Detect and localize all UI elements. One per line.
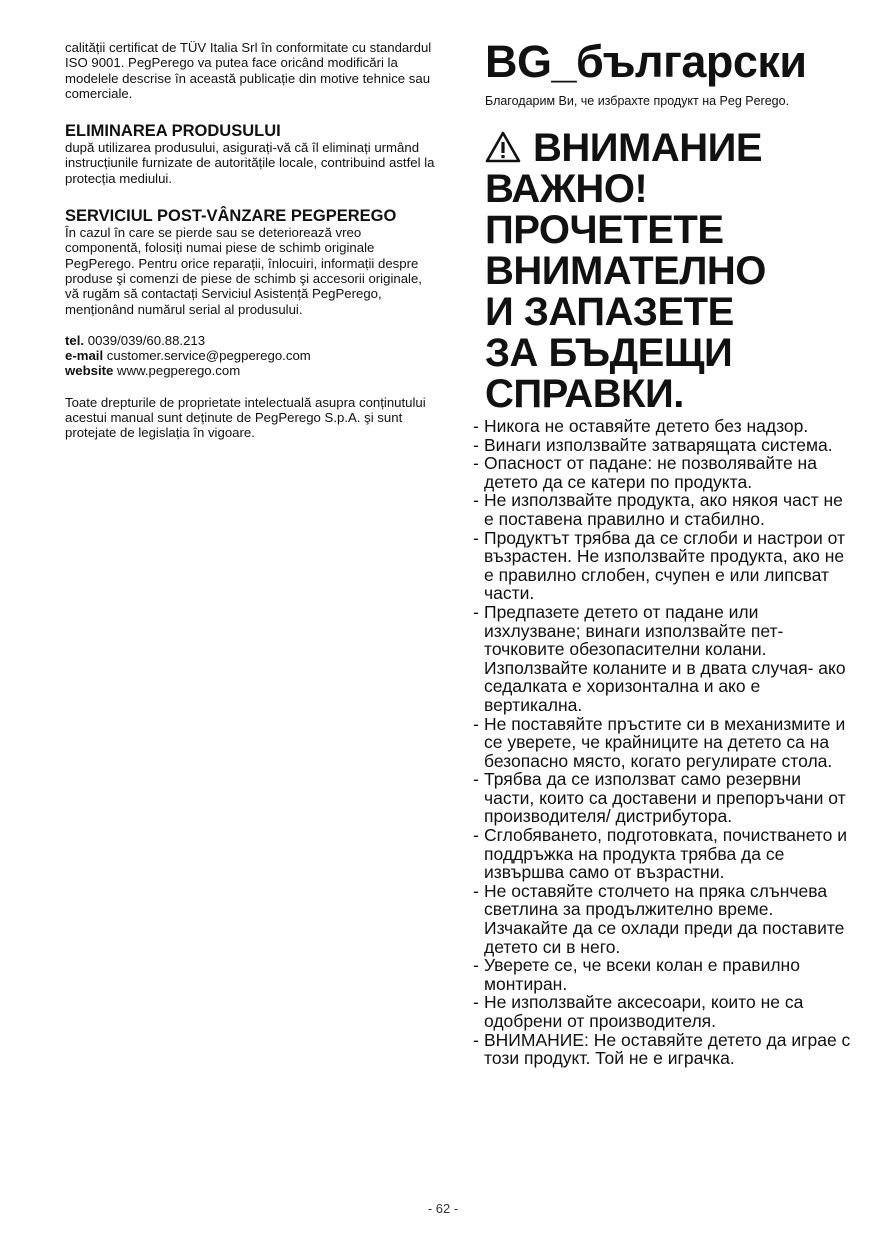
warning-line-1 <box>485 128 855 169</box>
safety-rule: - ВНИМАНИЕ: Не оставяйте детето да играе с този продукт. Той не е играчка. <box>472 1031 855 1068</box>
thanks-text: Благодарим Ви, че избрахте продукт на Peg Perego. <box>485 94 790 108</box>
safety-rule: - Не използвайте аксесоари, които не са одобрени от производителя. <box>472 993 855 1030</box>
left-column <box>65 40 437 441</box>
safety-rule: - Уверете се, че всеки колан е правилно монтиран. <box>472 956 855 993</box>
intro-paragraph: calității certificat de TÜV Italia Srl în conformitate cu standardul ISO 9001. PegPerego va putea face oricând modificări la modelele descrise în această publicație din motive tehnice sau comerciale. <box>65 40 432 101</box>
safety-rule: - Никога не оставяйте детето без надзор. <box>472 417 855 436</box>
warning-line-6: ЗА БЪДЕЩИ <box>485 331 733 375</box>
warning-line-text: ВНИМАНИЕ <box>533 126 763 170</box>
safety-rule: - Винаги използвайте затварящата система. <box>472 436 855 455</box>
warning-triangle-icon <box>485 131 521 163</box>
safety-rule: - Трябва да се използват само резервни части, които са доставени и препоръчани от производителя/ дистрибутора. <box>472 770 855 826</box>
safety-rule: - Сглобяването, подготовката, почистването и поддръжка на продукта трябва да се извършва само от възрастни. <box>472 826 855 882</box>
warning-line-7: СПРАВКИ. <box>485 372 684 416</box>
warning-heading <box>485 128 855 415</box>
disposal-heading: ELIMINAREA PRODUSULUI <box>65 122 281 141</box>
safety-rules-list <box>472 417 855 1068</box>
page-number: - 62 - <box>427 1201 459 1216</box>
warning-line-3: ПРОЧЕТЕТЕ <box>485 208 724 252</box>
safety-rule: - Не използвайте продукта, ако някоя част не е поставена правилно и стабилно. <box>472 491 855 528</box>
safety-rule: - Продуктът трябва да се сглоби и настрои от възрастен. Не използвайте продукта, ако не е правилно сглобен, счупен е или липсват части. <box>472 529 855 603</box>
service-heading: SERVICIUL POST-VÂNZARE PEGPEREGO <box>65 207 397 226</box>
contact-website <box>65 363 437 378</box>
language-title: BG_български <box>485 36 807 87</box>
safety-rule: - Предпазете детето от падане или изхлузване; винаги използвайте пет-точковите обезопасителни колани. Използвайте коланите и в двата случая- ако седалката е хоризонтална и ако е вертикална. <box>472 603 855 715</box>
website-value: www.pegperego.com <box>117 363 241 379</box>
service-text: În cazul în care se pierde sau se deteriorează vreo componentă, folosiți numai piese de schimb originale PegPerego. Pentru orice reparații, înlocuiri, informații despre produse şi comenzi de piese de schimb şi accesorii originale, vă rugăm să contactați Serviciul Asistență PegPerego, menționând numărul serial al produsului. <box>65 225 422 317</box>
email-value: customer.service@pegperego.com <box>106 348 311 364</box>
safety-rule: - Не оставяйте столчето на пряка слънчева светлина за продължително време. Изчакайте да се охлади преди да поставите детето си в него. <box>472 882 855 956</box>
warning-line-4: ВНИМАТЕЛНО <box>485 249 766 293</box>
right-column <box>485 36 855 1068</box>
warning-line-5: И ЗАПАЗЕТЕ <box>485 290 734 334</box>
website-label: website <box>65 363 114 379</box>
disposal-text: după utilizarea produsului, asigurați-vă că îl eliminați urmând instrucțiunile furnizate de autoritățile locale, contribuind astfel la protecția mediului. <box>65 140 435 186</box>
safety-rule: - Не поставяйте пръстите си в механизмите и се уверете, че крайниците на детето са на безопасно място, когато регулирате стола. <box>472 715 855 771</box>
contact-tel <box>65 333 437 348</box>
tel-value: 0039/039/60.88.213 <box>87 332 206 348</box>
warning-line-2: ВАЖНО! <box>485 167 648 211</box>
copyright-text: Toate drepturile de proprietate intelectuală asupra conținutului acestui manual sunt deținute de PegPerego S.p.A. şi sunt protejate de legislația în vigoare. <box>65 394 426 441</box>
contact-email <box>65 348 437 363</box>
email-label: e-mail <box>65 348 104 364</box>
tel-label: tel. <box>65 332 85 348</box>
safety-rule: - Опасност от падане: не позволявайте на детето да се катери по продукта. <box>472 454 855 491</box>
